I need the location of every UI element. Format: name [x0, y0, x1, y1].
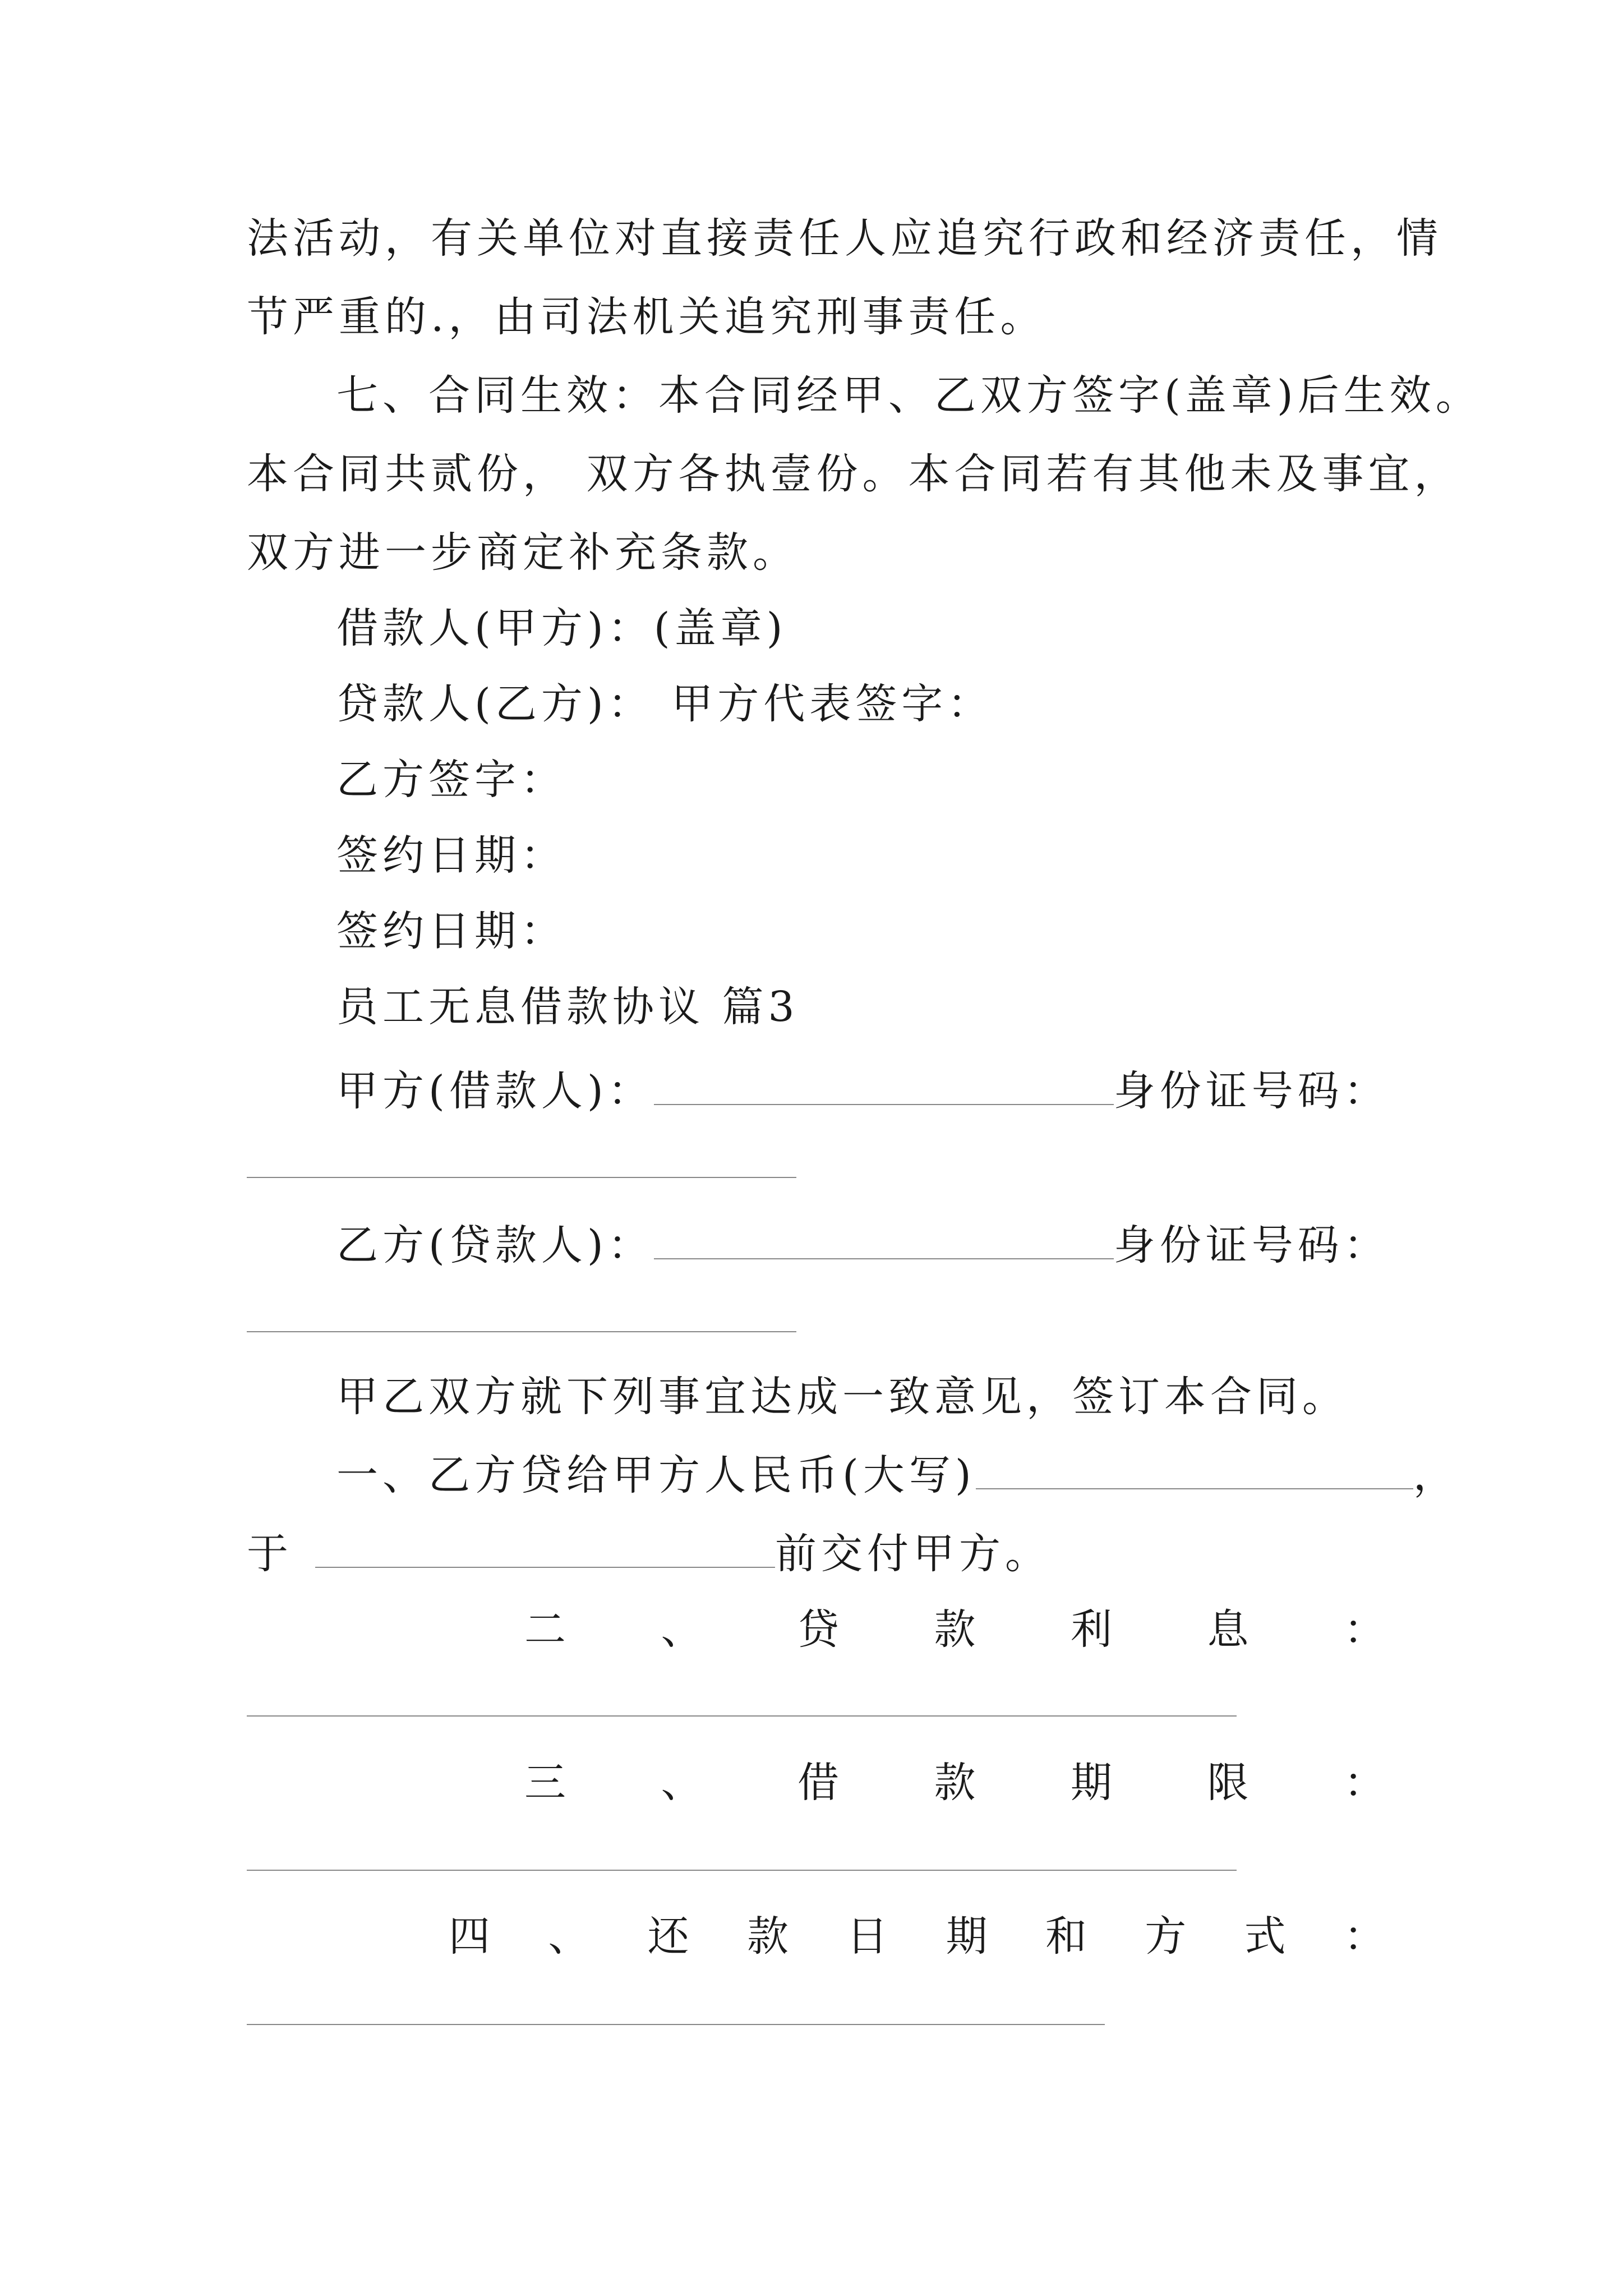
item-1-on-label: 于	[247, 1530, 293, 1578]
party-a-id-label: 身份证号码：	[1113, 1067, 1390, 1115]
signature-party-b: 乙方签字：	[336, 756, 566, 804]
heading-char: 、	[661, 1759, 703, 1807]
heading-char: 款	[934, 1605, 976, 1654]
heading-char: 和	[1045, 1912, 1087, 1961]
signature-borrower: 借款人(甲方)：(盖章)	[336, 604, 787, 652]
clause-effective-line: 七、合同生效：本合同经甲、乙双方签字(盖章)后生效。	[336, 371, 1482, 420]
heading-char: 还	[647, 1912, 689, 1961]
item-1-deliver-label: 前交付甲方。	[775, 1530, 1051, 1578]
amount-blank	[976, 1449, 1413, 1489]
party-a-label: 甲方(借款人)：	[336, 1067, 654, 1115]
party-a-name-blank	[654, 1065, 1114, 1105]
item-4-heading	[449, 1908, 1385, 1964]
paragraph-line: 法活动，有关单位对直接责任人应追究行政和经济责任，情	[247, 214, 1442, 263]
heading-char: 、	[661, 1605, 703, 1654]
paragraph-line: 本合同共贰份， 双方各执壹份。本合同若有其他未及事宜，	[247, 450, 1460, 498]
paragraph-line: 双方进一步商定补充条款。	[247, 528, 799, 577]
item-1-comma: ，	[1413, 1451, 1459, 1499]
heading-char: 四	[449, 1912, 490, 1961]
item-1-row-2	[247, 1526, 1396, 1582]
item-2-heading	[524, 1602, 1385, 1658]
party-b-name-blank	[654, 1219, 1114, 1259]
heading-char: 期	[946, 1912, 988, 1961]
party-b-row	[336, 1217, 1486, 1273]
heading-char: ：	[1344, 1605, 1385, 1654]
agreement-intro: 甲乙双方就下列事宜达成一致意见，签订本合同。	[336, 1373, 1348, 1421]
interest-blank	[247, 1715, 1237, 1717]
delivery-date-blank	[315, 1527, 775, 1568]
party-b-label: 乙方(贷款人)：	[336, 1221, 654, 1269]
heading-char: 息	[1207, 1605, 1249, 1654]
paragraph-line: 节严重的.，由司法机关追究刑事责任。	[247, 293, 1046, 341]
heading-char: 式	[1244, 1912, 1286, 1961]
party-a-id-blank	[247, 1177, 796, 1178]
sign-date: 签约日期：	[336, 907, 566, 955]
party-b-id-blank	[247, 1331, 796, 1332]
heading-char: 贷	[797, 1605, 839, 1654]
heading-char: 款	[746, 1912, 789, 1961]
party-b-id-label: 身份证号码：	[1113, 1221, 1390, 1269]
item-1-label: 一、乙方贷给甲方人民币(大写)	[336, 1451, 976, 1499]
item-1-row	[336, 1447, 1486, 1503]
heading-char: 、	[548, 1912, 590, 1961]
heading-char: 方	[1145, 1912, 1187, 1961]
heading-char: 借	[797, 1759, 839, 1807]
heading-char: 期	[1071, 1759, 1112, 1807]
heading-char: 限	[1207, 1759, 1249, 1807]
loan-term-blank	[247, 1870, 1237, 1871]
heading-char: 利	[1071, 1605, 1112, 1654]
section-title: 员工无息借款协议 篇3	[336, 983, 799, 1031]
signature-lender: 贷款人(乙方)： 甲方代表签字：	[336, 680, 994, 728]
sign-date: 签约日期：	[336, 831, 566, 880]
heading-char: 日	[846, 1912, 888, 1961]
repayment-blank	[247, 2024, 1105, 2025]
heading-char: 款	[934, 1759, 976, 1807]
heading-char: 二	[524, 1605, 566, 1654]
heading-char: ：	[1344, 1759, 1385, 1807]
party-a-row	[336, 1063, 1486, 1119]
item-3-heading	[524, 1755, 1385, 1811]
heading-char: ：	[1343, 1912, 1385, 1961]
heading-char: 三	[524, 1759, 566, 1807]
